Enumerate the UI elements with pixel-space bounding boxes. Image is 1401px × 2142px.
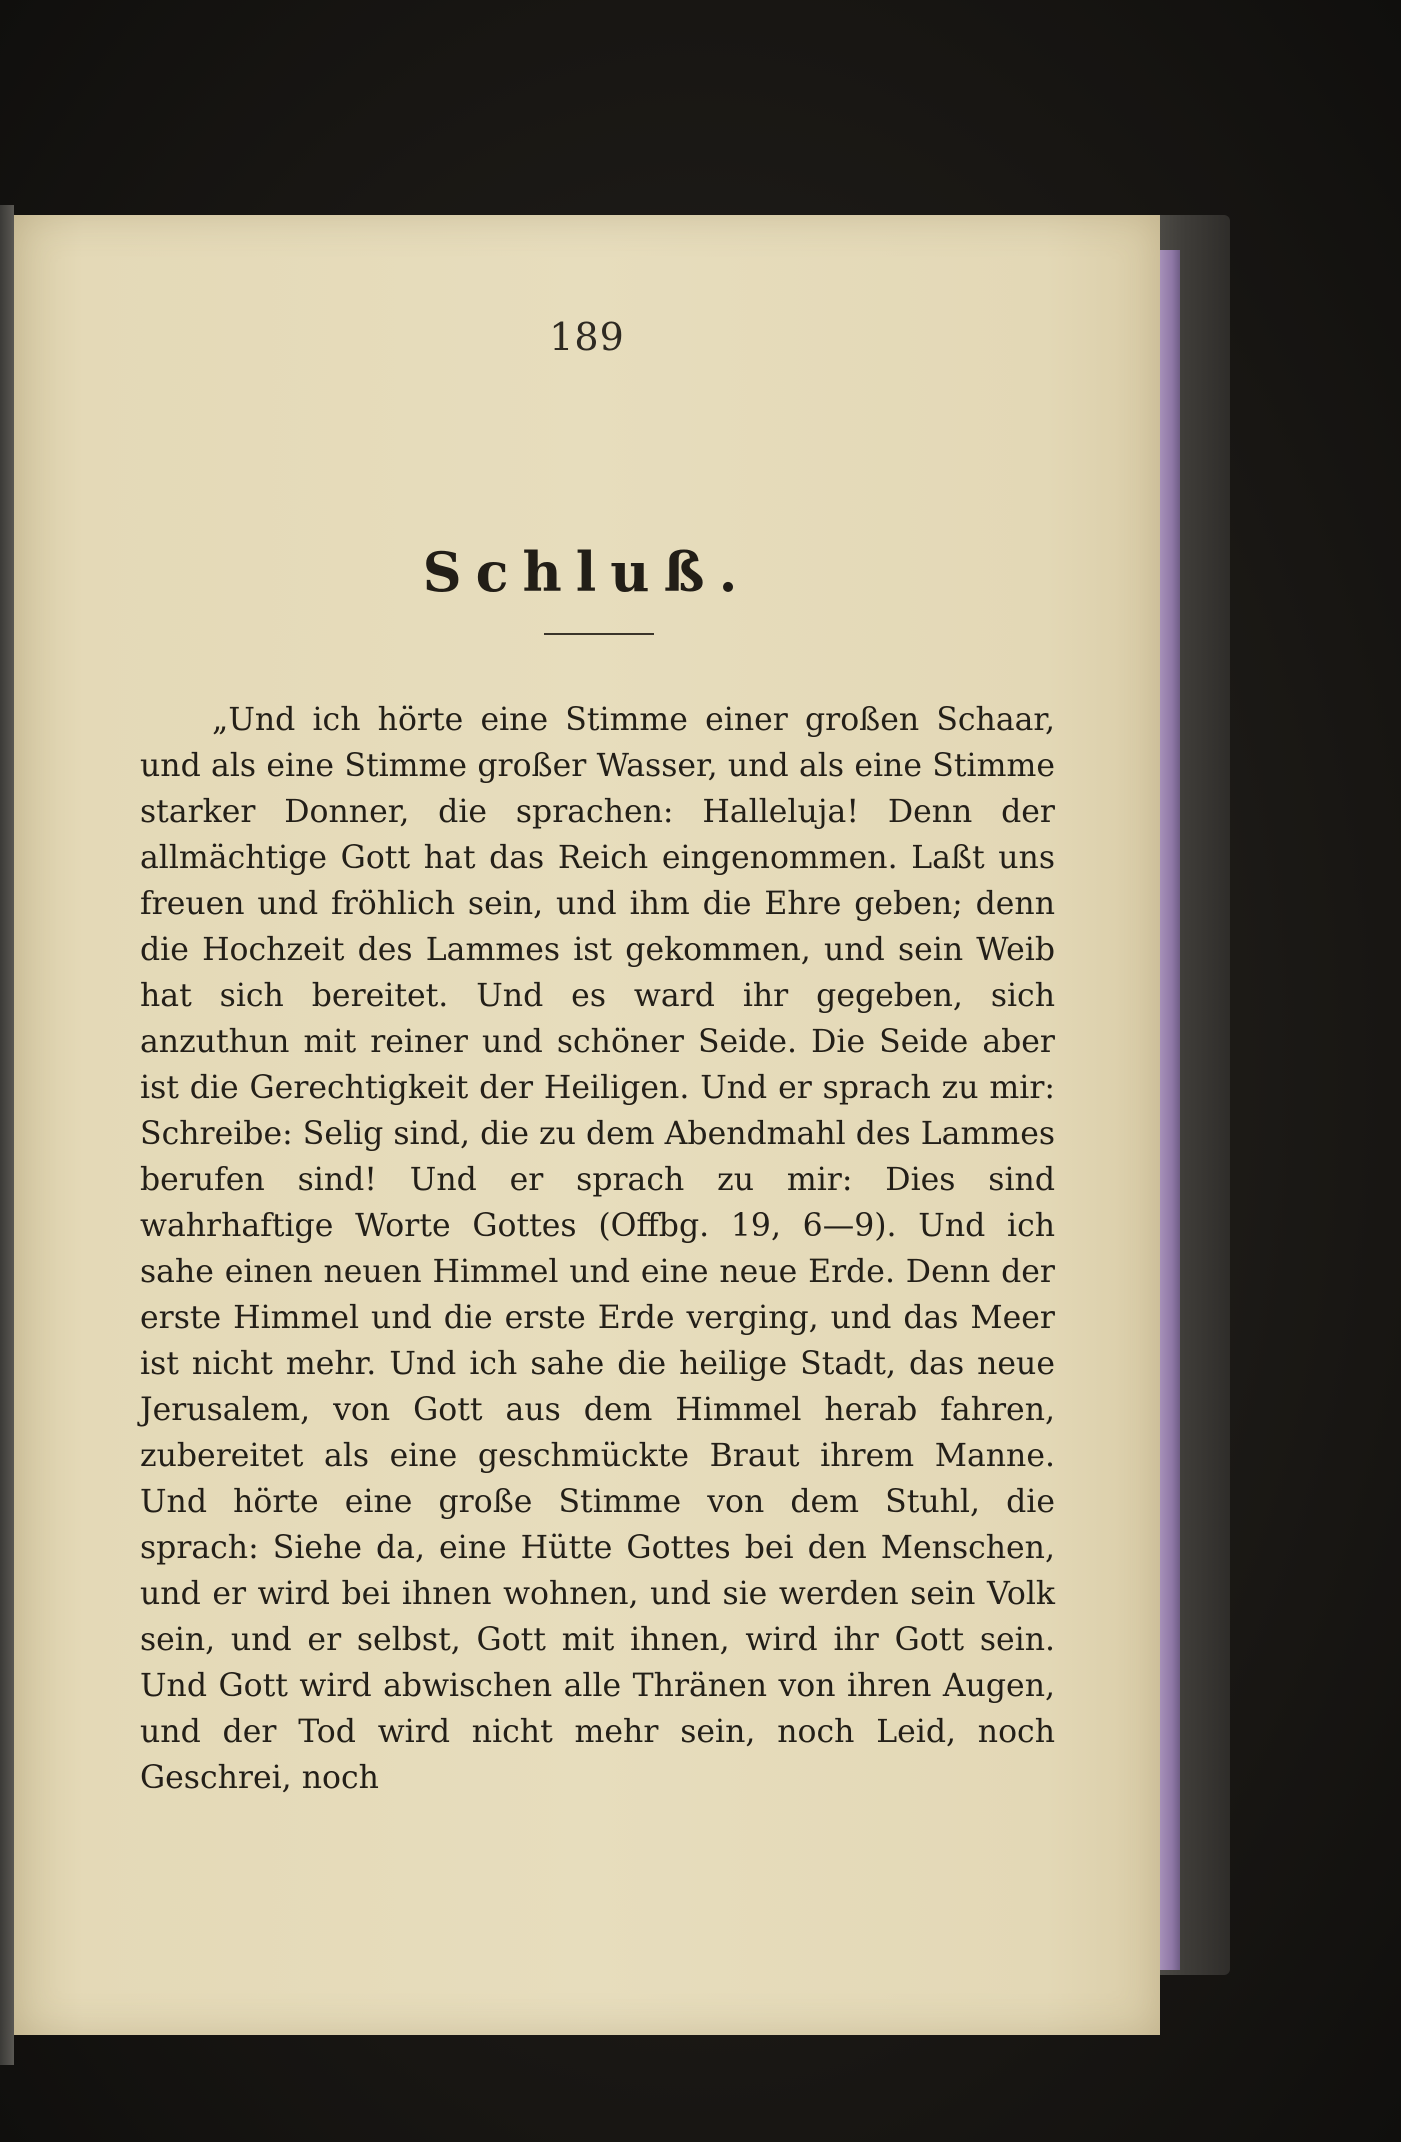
book-page — [14, 215, 1160, 2035]
page-number: 189 — [549, 315, 625, 359]
page-edge-stain — [1160, 250, 1180, 1970]
chapter-title: Schluß. — [422, 540, 752, 604]
book-cover-left-edge — [0, 205, 14, 2065]
body-paragraph: „Und ich hörte eine Stimme einer großen Schaar, und als eine Stimme großer Wasser, und als eine Stimme starker Donner, die sprachen: Halleluja! Denn der allmächtige Gott hat das Reich eingenommen. Laßt uns freuen und fröhlich sein, und ihm die Ehre geben; denn die Hochzeit des Lammes ist gekommen, und sein Weib hat sich bereitet. Und es ward ihr gegeben, sich anzuthun mit reiner und schöner Seide. Die Seide aber ist die Gerechtigkeit der Heiligen. Und er sprach zu mir: Schreibe: Selig sind, die zu dem Abendmahl des Lammes berufen sind! Und er sprach zu mir: Dies sind wahrhaftige Worte Gottes (Offbg. 19, 6—9). Und ich sahe einen neuen Himmel und eine neue Erde. Denn der erste Himmel und die erste Erde verging, und das Meer ist nicht mehr. Und ich sahe die heilige Stadt, das neue Jerusalem, von Gott aus dem Himmel herab fahren, zubereitet als eine geschmückte Braut ihrem Manne. Und hörte eine große Stimme von dem Stuhl, die sprach: Siehe da, eine Hütte Gottes bei den Menschen, und er wird bei ihnen wohnen, und sie werden sein Volk sein, und er selbst, Gott mit ihnen, wird ihr Gott sein. Und Gott wird abwischen alle Thränen von ihren Augen, und der Tod wird nicht mehr sein, noch Leid, noch Geschrei, noch — [140, 702, 1055, 1796]
title-divider — [544, 633, 654, 635]
